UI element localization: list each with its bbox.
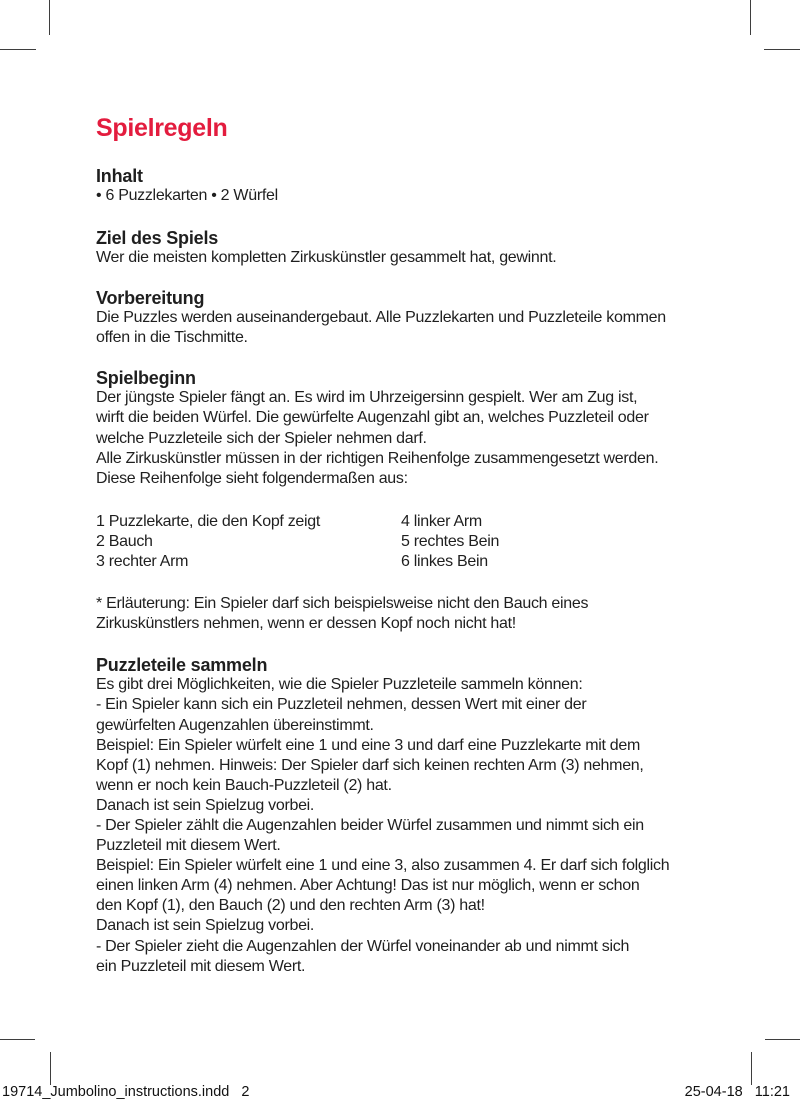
section-puzzleteile-sammeln <box>96 655 712 976</box>
text-line: Beispiel: Ein Spieler würfelt eine 1 und eine 3, also zusammen 4. Er darf sich folglich <box>96 857 670 875</box>
crop-mark-top-right-vertical <box>750 0 751 35</box>
text-line: Beispiel: Ein Spieler würfelt eine 1 und eine 3 und darf eine Puzzlekarte mit dem <box>96 736 641 754</box>
assembly-order-column-left <box>96 512 401 572</box>
crop-mark-bottom-left-horizontal <box>0 1039 35 1040</box>
text-line: 6 linkes Bein <box>401 553 488 571</box>
text-line: * Erläuterung: Ein Spieler darf sich beispielsweise nicht den Bauch eines <box>96 595 589 613</box>
text-line: wenn er noch kein Bauch-Puzzleteil (2) hat. <box>96 776 392 794</box>
assembly-order-column-right <box>401 512 712 572</box>
crop-mark-bottom-left-vertical <box>50 1052 51 1085</box>
text-line: Diese Reihenfolge sieht folgendermaßen aus: <box>96 469 408 487</box>
text-line: • 6 Puzzlekarten • 2 Würfel <box>96 187 278 204</box>
section-body-ziel-des-spiels <box>96 248 712 268</box>
section-heading-puzzleteile-sammeln: Puzzleteile sammeln <box>96 655 268 676</box>
section-spielbeginn <box>96 368 712 488</box>
crop-mark-top-right-horizontal <box>764 49 800 50</box>
section-body-vorbereitung <box>96 308 712 348</box>
text-line: Es gibt drei Möglichkeiten, wie die Spieler Puzzleteile sammeln können: <box>96 676 583 694</box>
text-line: - Ein Spieler kann sich ein Puzzleteil nehmen, dessen Wert mit einer der <box>96 696 587 714</box>
text-line: wirft die beiden Würfel. Die gewürfelte Augenzahl gibt an, welches Puzzleteil oder <box>96 409 649 427</box>
section-heading-ziel-des-spiels: Ziel des Spiels <box>96 228 219 249</box>
section-heading-vorbereitung: Vorbereitung <box>96 288 205 309</box>
text-line: offen in die Tischmitte. <box>96 329 248 347</box>
text-line: 3 rechter Arm <box>96 553 189 571</box>
assembly-order-list <box>96 512 712 572</box>
text-line: Kopf (1) nehmen. Hinweis: Der Spieler darf sich keinen rechten Arm (3) nehmen, <box>96 756 644 774</box>
text-line: 1 Puzzlekarte, die den Kopf zeigt <box>96 512 321 530</box>
text-line: Puzzleteil mit diesem Wert. <box>96 837 281 855</box>
crop-mark-bottom-right-vertical <box>751 1052 752 1085</box>
text-line: - Der Spieler zählt die Augenzahlen beider Würfel zusammen und nimmt sich ein <box>96 816 644 834</box>
page-content <box>96 115 712 977</box>
text-line: Der jüngste Spieler fängt an. Es wird im Uhrzeigersinn gespielt. Wer am Zug ist, <box>96 389 638 407</box>
section-body-spielbeginn <box>96 388 712 488</box>
text-line: ein Puzzleteil mit diesem Wert. <box>96 957 306 975</box>
text-line: gewürfelten Augenzahlen übereinstimmt. <box>96 716 374 734</box>
text-line: einen linken Arm (4) nehmen. Aber Achtung! Das ist nur möglich, wenn er schon <box>96 877 640 895</box>
text-line: den Kopf (1), den Bauch (2) und den rechten Arm (3) hat! <box>96 897 485 915</box>
text-line: 4 linker Arm <box>401 512 482 530</box>
text-line: - Der Spieler zieht die Augenzahlen der Würfel voneinander ab und nimmt sich <box>96 937 630 955</box>
explanation-note <box>96 594 712 634</box>
text-line: welche Puzzleteile sich der Spieler nehmen darf. <box>96 429 427 447</box>
text-line: Wer die meisten kompletten Zirkuskünstler gesammelt hat, gewinnt. <box>96 249 557 267</box>
page-title: Spielregeln <box>96 114 228 142</box>
section-ziel-des-spiels <box>96 228 712 268</box>
section-heading-spielbeginn: Spielbeginn <box>96 368 196 389</box>
crop-mark-bottom-right-horizontal <box>765 1039 800 1040</box>
footer-filename-slug: 19714_Jumbolino_instructions.indd 2 <box>2 1084 250 1100</box>
text-line: Die Puzzles werden auseinandergebaut. Alle Puzzlekarten und Puzzleteile kommen <box>96 309 666 327</box>
text-line: Danach ist sein Spielzug vorbei. <box>96 796 315 814</box>
section-inhalt <box>96 166 712 206</box>
text-line: 2 Bauch <box>96 532 153 550</box>
text-line: Alle Zirkuskünstler müssen in der richtigen Reihenfolge zusammengesetzt werden. <box>96 449 659 467</box>
section-vorbereitung <box>96 288 712 348</box>
section-body-inhalt <box>96 186 712 206</box>
text-line: Danach ist sein Spielzug vorbei. <box>96 917 315 935</box>
footer-timestamp-slug: 25-04-18 11:21 <box>684 1084 790 1100</box>
section-heading-inhalt: Inhalt <box>96 166 143 186</box>
crop-mark-top-left-horizontal <box>0 49 36 50</box>
text-line: Zirkuskünstlers nehmen, wenn er dessen Kopf noch nicht hat! <box>96 615 516 633</box>
crop-mark-top-left-vertical <box>49 0 50 35</box>
section-body-puzzleteile-sammeln <box>96 675 712 976</box>
text-line: 5 rechtes Bein <box>401 532 500 550</box>
